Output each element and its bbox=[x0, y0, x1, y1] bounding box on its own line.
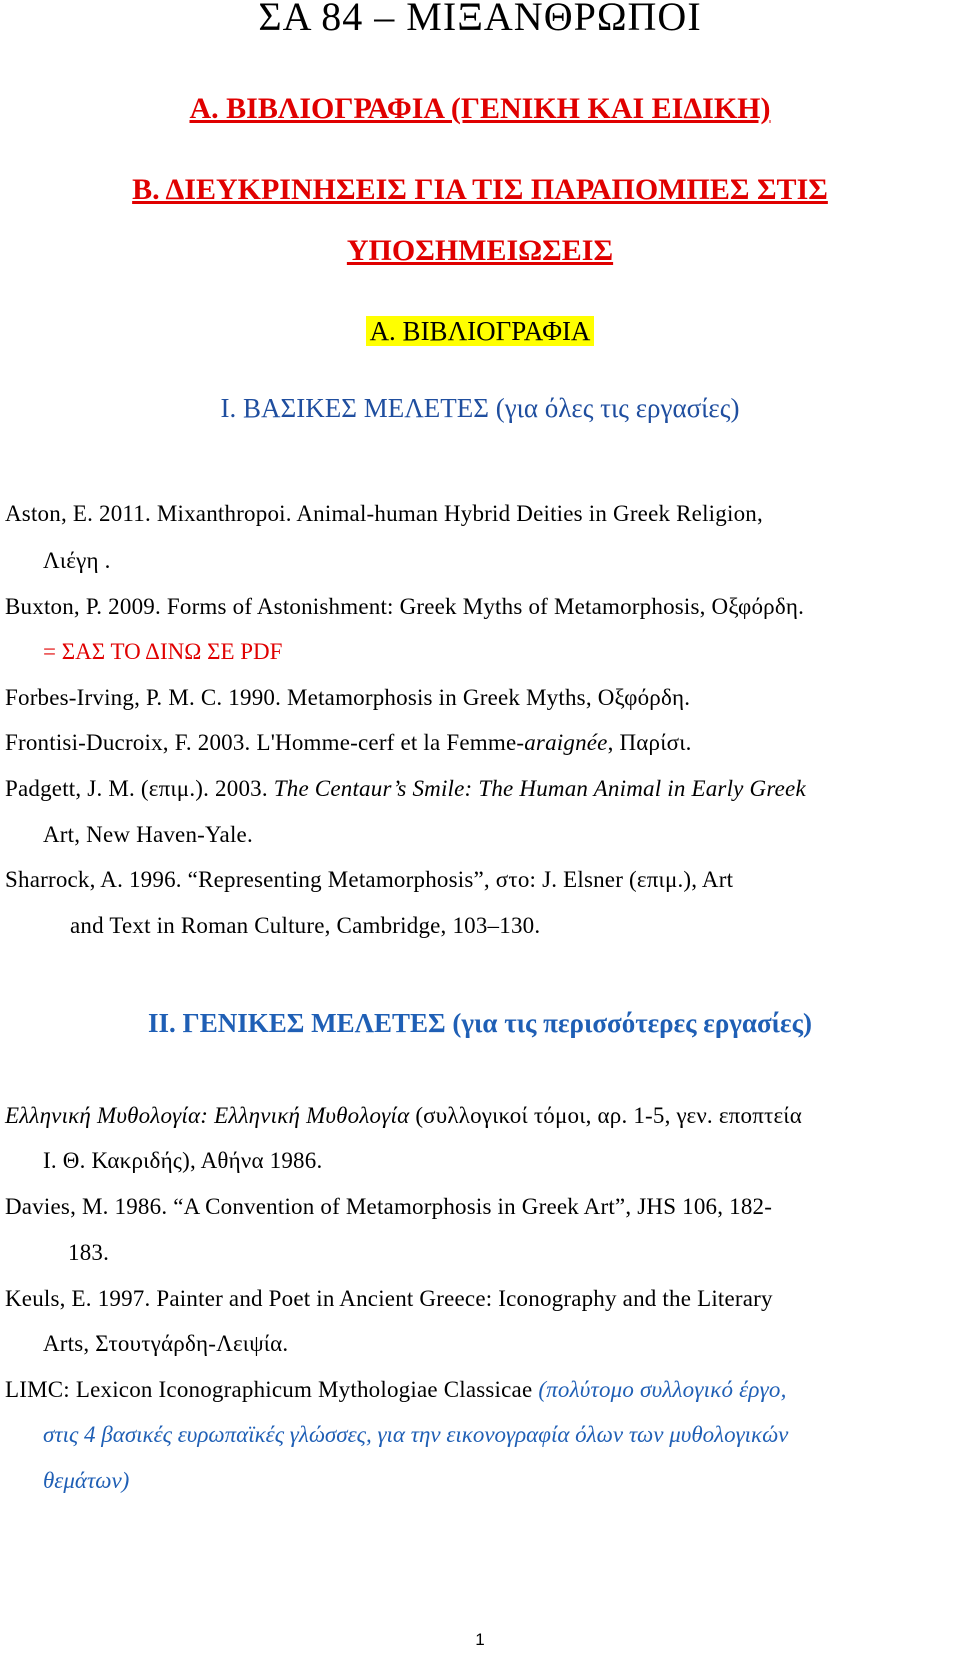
ref-frontisi-ducroix bbox=[5, 728, 692, 758]
ref-padgett-title: The Centaur’s Smile: The Human Animal in Early Greek bbox=[273, 776, 806, 801]
ref-sharrock-line2: and Text in Roman Culture, Cambridge, 103–130. bbox=[70, 913, 541, 938]
ref-aston-line2: Λιέγη . bbox=[43, 548, 111, 573]
ref-keuls-line2: Arts, Στουτγάρδη-Λειψία. bbox=[43, 1331, 289, 1356]
ref-elliniki-mythologia-line1 bbox=[5, 1101, 802, 1131]
section-a-heading bbox=[0, 313, 960, 349]
ref-limc-note-start: (πολύτομο συλλογικό έργο, bbox=[538, 1377, 787, 1402]
section-a-label: Α. ΒΙΒΛΙΟΓΡΑΦΙΑ bbox=[366, 316, 595, 346]
ref-elliniki-mythologia-line2: Ι. Θ. Κακριδής), Αθήνα 1986. bbox=[43, 1148, 323, 1173]
ref-limc-line3: θεμάτων) bbox=[43, 1468, 130, 1493]
ref-keuls-line1: Keuls, E. 1997. Painter and Poet in Ancient Greece: Iconography and the Literary bbox=[5, 1286, 773, 1311]
ref-limc-line2: στις 4 βασικές ευρωπαϊκές γλώσσες, για την εικονογραφία όλων των μυθολογικών bbox=[43, 1422, 789, 1447]
ref-frontisi-part2: araignée bbox=[524, 730, 608, 755]
ref-frontisi-part1: Frontisi-Ducroix, F. 2003. L'Homme-cerf et la Femme- bbox=[5, 730, 525, 755]
page-title: ΣΑ 84 – ΜΙΞΑΝΘΡΩΠΟΙ bbox=[258, 0, 702, 39]
heading-b-line2: ΥΠΟΣΗΜΕΙΩΣΕΙΣ bbox=[346, 234, 614, 267]
ref-buxton-line1: Buxton, P. 2009. Forms of Astonishment: Greek Myths of Metamorphosis, Οξφόρδη. bbox=[5, 594, 805, 619]
ref-sharrock-line1: Sharrock, A. 1996. “Representing Metamorphosis”, στο: J. Elsner (επιμ.), Art bbox=[5, 867, 734, 892]
heading-b-line1: Β. ΔΙΕΥΚΡΙΝΗΣΕΙΣ ΓΙΑ ΤΙΣ ΠΑΡΑΠΟΜΠΕΣ ΣΤΙΣ bbox=[132, 173, 828, 206]
section-i-heading: Ι. ΒΑΣΙΚΕΣ ΜΕΛΕΤΕΣ (για όλες τις εργασίες) bbox=[220, 393, 740, 423]
ref-frontisi-part3: , Παρίσι. bbox=[607, 730, 692, 755]
ref-elliniki-details: (συλλογικοί τόμοι, αρ. 1-5, γεν. εποπτεία bbox=[409, 1103, 802, 1128]
ref-davies-line1: Davies, M. 1986. “A Convention of Metamorphosis in Greek Art”, JHS 106, 182- bbox=[5, 1194, 773, 1219]
section-ii-heading: ΙΙ. ΓΕΝΙΚΕΣ ΜΕΛΕΤΕΣ (για τις περισσότερες εργασίες) bbox=[148, 1008, 812, 1038]
ref-davies-line2: 183. bbox=[68, 1240, 110, 1265]
ref-buxton-note: = ΣΑΣ ΤΟ ΔΙΝΩ ΣΕ PDF bbox=[43, 639, 283, 664]
heading-a-bibliography: Α. ΒΙΒΛΙΟΓΡΑΦΙΑ (ΓΕΝΙΚΗ ΚΑΙ ΕΙΔΙΚΗ) bbox=[189, 92, 771, 125]
ref-elliniki-title: Ελληνική Μυθολογία: Ελληνική Μυθολογία bbox=[5, 1103, 410, 1128]
ref-aston-line1: Aston, E. 2011. Mixanthropoi. Animal-human Hybrid Deities in Greek Religion, bbox=[5, 501, 763, 526]
page-number: 1 bbox=[475, 1630, 485, 1649]
ref-forbes-irving: Forbes-Irving, P. M. C. 1990. Metamorphosis in Greek Myths, Οξφόρδη. bbox=[5, 685, 691, 710]
ref-padgett-line2: Art, New Haven-Yale. bbox=[43, 822, 253, 847]
ref-limc-title: LIMC: Lexicon Iconographicum Mythologiae Classicae bbox=[5, 1377, 539, 1402]
ref-padgett-author: Padgett, J. M. (επιμ.). 2003. bbox=[5, 776, 274, 801]
ref-limc-line1 bbox=[5, 1375, 787, 1405]
ref-padgett-line1 bbox=[5, 774, 806, 804]
